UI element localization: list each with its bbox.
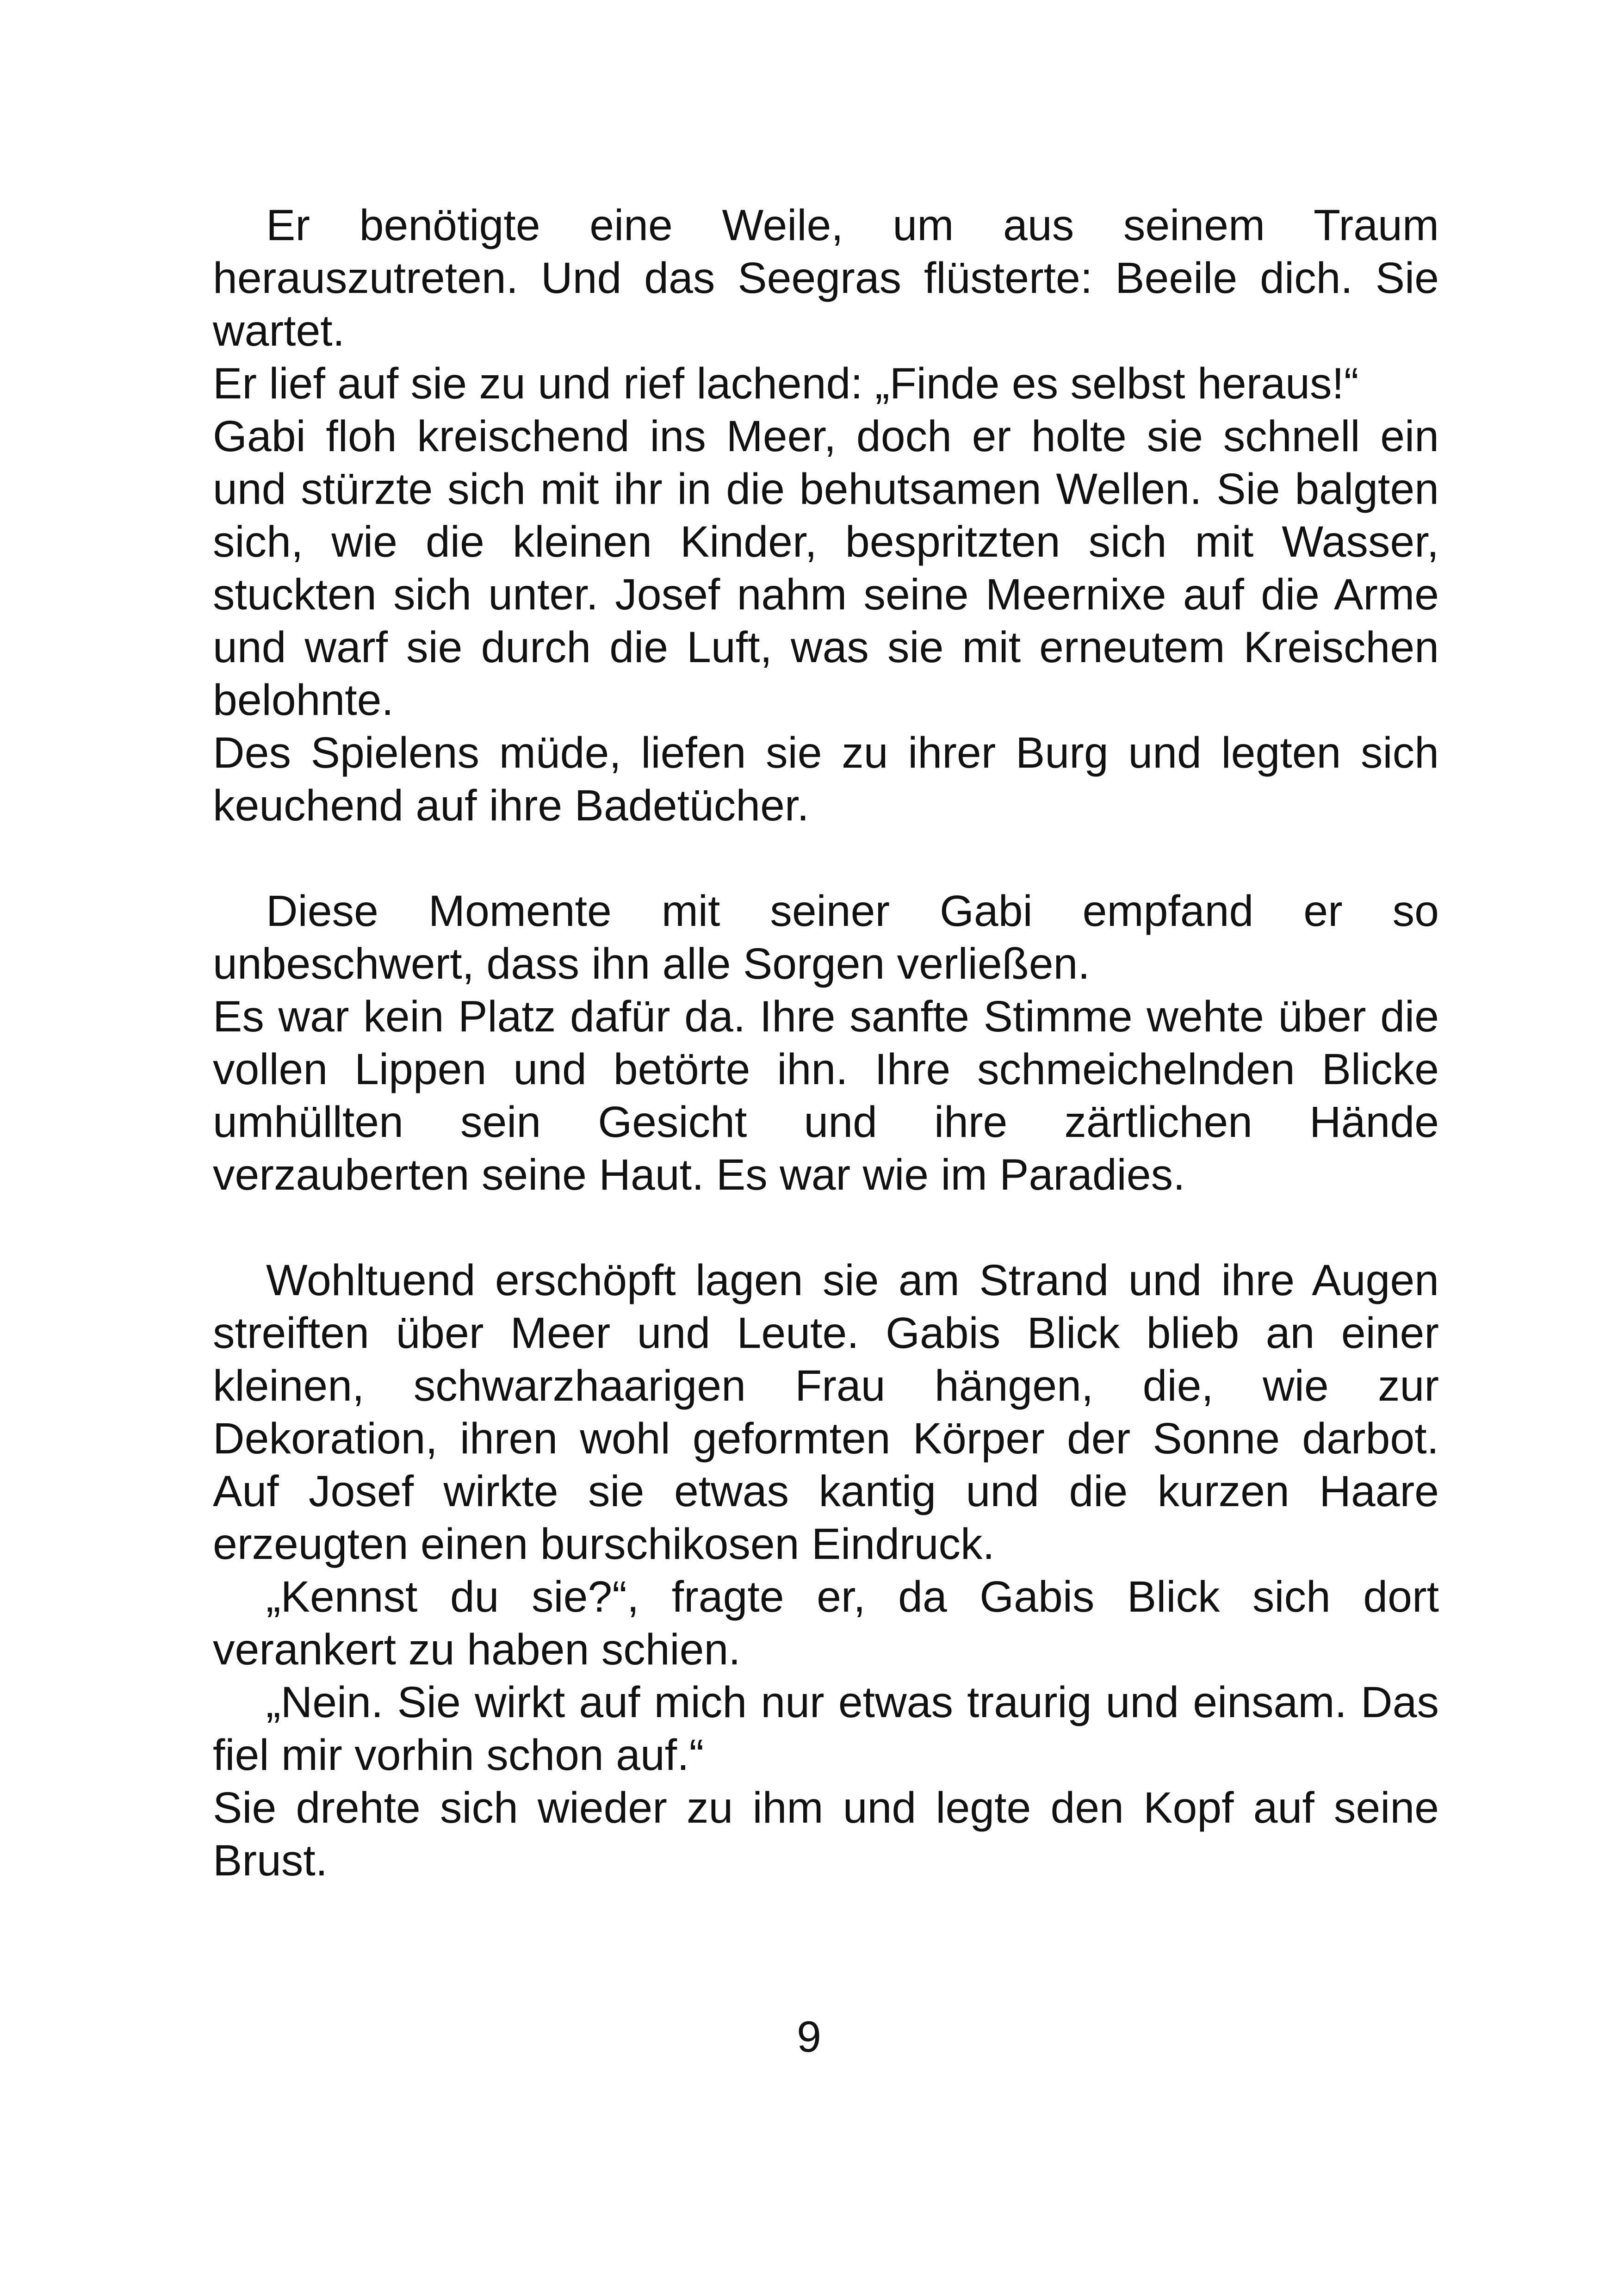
paragraph-gap [213, 1201, 1439, 1254]
paragraph-gap [213, 832, 1439, 885]
paragraph: Es war kein Platz dafür da. Ihre sanfte Stimme wehte über die vollen Lippen und betörte ihn. Ihre schmeichelnden Blicke umhüllten sein Gesicht und ihre zärtlichen Hände verzauberten seine Haut. Es war wie im Paradies. [213, 992, 1439, 1199]
paragraph: Er benötigte eine Weile, um aus seinem Traum herauszutreten. Und das Seegras flüsterte: Beeile dich. Sie wartet. [213, 201, 1439, 355]
body-text [213, 199, 1439, 1887]
paragraph: Des Spielens müde, liefen sie zu ihrer Burg und legten sich keuchend auf ihre Badetücher. [213, 728, 1439, 830]
paragraph: Diese Momente mit seiner Gabi empfand er so unbeschwert, dass ihn alle Sorgen verließen. [213, 887, 1439, 988]
dialogue-paragraph: „Kennst du sie?“, fragte er, da Gabis Blick sich dort verankert zu haben schien. [213, 1572, 1439, 1674]
paragraph: Er lief auf sie zu und rief lachend: „Finde es selbst heraus!“ [213, 359, 1359, 408]
paragraph: Gabi floh kreischend ins Meer, doch er holte sie schnell ein und stürzte sich mit ihr in die behutsamen Wellen. Sie balgten sich, wie die kleinen Kinder, bespritzten sich mit Wasser, stuckten sich unter. Josef nahm seine Meernixe auf die Arme und warf sie durch die Luft, was sie mit erneutem Kreischen belohnte. [213, 412, 1439, 725]
paragraph: Wohltuend erschöpft lagen sie am Strand und ihre Augen streiften über Meer und Leute. Gabis Blick blieb an einer kleinen, schwarzhaarigen Frau hängen, die, wie zur Dekoration, ihren wohl geformten Körper der Sonne darbot. Auf Josef wirkte sie etwas kantig und die kurzen Haare erzeugten einen burschikosen Eindruck. [213, 1256, 1439, 1569]
dialogue-paragraph: „Nein. Sie wirkt auf mich nur etwas traurig und einsam. Das fiel mir vorhin schon auf.“ [213, 1678, 1439, 1780]
paragraph: Sie drehte sich wieder zu ihm und legte den Kopf auf seine Brust. [213, 1783, 1439, 1885]
page-number: 9 [797, 2012, 821, 2061]
